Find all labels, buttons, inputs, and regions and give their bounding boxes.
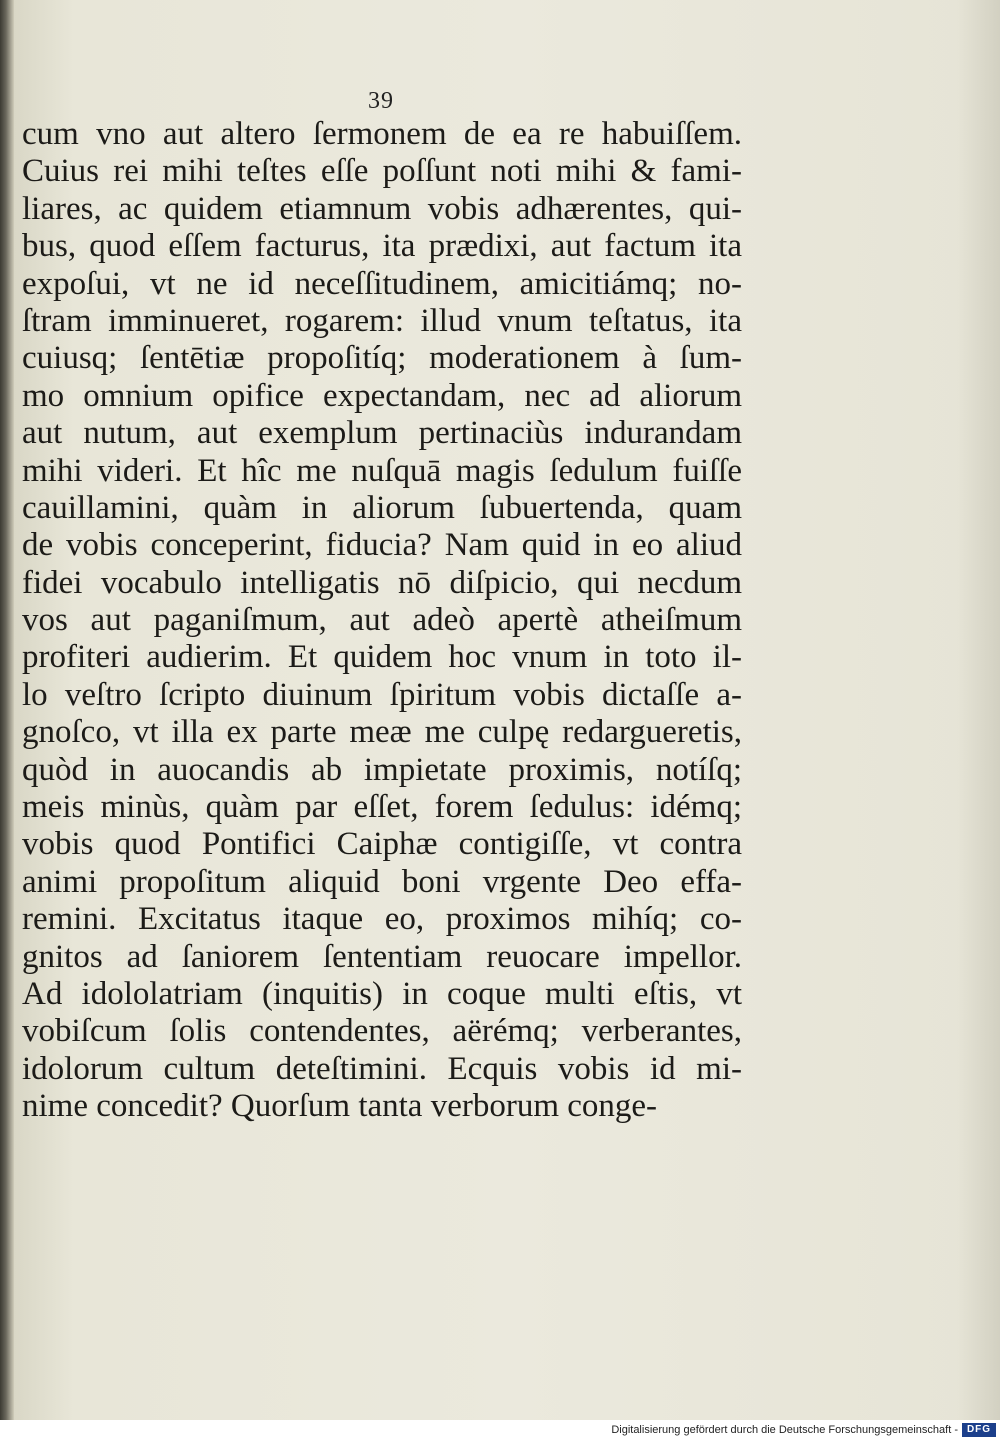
text-line: vos aut paganiſmum, aut adeò apertè atheiſmum: [22, 602, 742, 639]
funding-credit: Digitalisierung gefördert durch die Deutsche Forschungsgemeinschaft -: [611, 1424, 958, 1436]
text-line: vobiſcum ſolis contendentes, aërémq; verberantes,: [22, 1013, 742, 1050]
text-line: Cuius rei mihi teſtes eſſe poſſunt noti mihi & fami-: [22, 153, 742, 190]
text-line: cauillamini, quàm in aliorum ſubuertenda, quam: [22, 489, 742, 526]
text-line: profiteri audierim. Et quidem hoc vnum in toto il-: [22, 639, 742, 676]
text-line: gnoſco, vt illa ex parte meæ me culpę redargueretis,: [22, 714, 742, 751]
footer-bar: [0, 1420, 1000, 1441]
body-text: [22, 116, 742, 1126]
page-edge-shadow: [956, 0, 1000, 1420]
text-line: Ad idololatriam (inquitis) in coque multi eſtis, vt: [22, 975, 742, 1012]
text-line: ſtram imminueret, rogarem: illud vnum teſtatus, ita: [22, 302, 742, 339]
text-line: gnitos ad ſaniorem ſententiam reuocare impellor.: [22, 938, 742, 975]
text-line: de vobis conceperint, fiducia? Nam quid in eo aliud: [22, 527, 742, 564]
text-line: liares, ac quidem etiamnum vobis adhærentes, qui-: [22, 190, 742, 227]
text-line: bus, quod eſſem facturus, ita prædixi, aut factum ita: [22, 228, 742, 265]
text-line: aut nutum, aut exemplum pertinaciùs indurandam: [22, 415, 742, 452]
text-line: vobis quod Pontifici Caiphæ contigiſſe, vt contra: [22, 826, 742, 863]
text-line: cuiusq; ſentētiæ propoſitíq; moderationem à ſum-: [22, 340, 742, 377]
text-line: mihi videri. Et hîc me nuſquā magis ſedulum fuiſſe: [22, 452, 742, 489]
text-line: meis minùs, quàm par eſſet, forem ſedulus: idémq;: [22, 789, 742, 826]
text-line: idolorum cultum deteſtimini. Ecquis vobis id mi-: [22, 1050, 742, 1087]
binding-shadow: [0, 0, 14, 1420]
text-line: expoſui, vt ne id neceſſitudinem, amicitiámq; no-: [22, 265, 742, 302]
text-line: quòd in auocandis ab impietate proximis, notíſq;: [22, 751, 742, 788]
page-number: 39: [368, 88, 394, 114]
dfg-logo-icon: DFG: [962, 1423, 996, 1437]
text-line: nime concedit? Quorſum tanta verborum conge-: [22, 1088, 658, 1125]
text-line: remini. Excitatus itaque eo, proximos mihíq; co-: [22, 901, 742, 938]
text-line: mo omnium opifice expectandam, nec ad aliorum: [22, 377, 742, 414]
text-line: cum vno aut altero ſermonem de ea re habuiſſem.: [22, 116, 742, 152]
text-line: fidei vocabulo intelligatis nō diſpicio, qui necdum: [22, 564, 742, 601]
text-line: lo veſtro ſcripto diuinum ſpiritum vobis dictaſſe a-: [22, 676, 742, 713]
text-line: animi propoſitum aliquid boni vrgente Deo effa-: [22, 863, 742, 900]
